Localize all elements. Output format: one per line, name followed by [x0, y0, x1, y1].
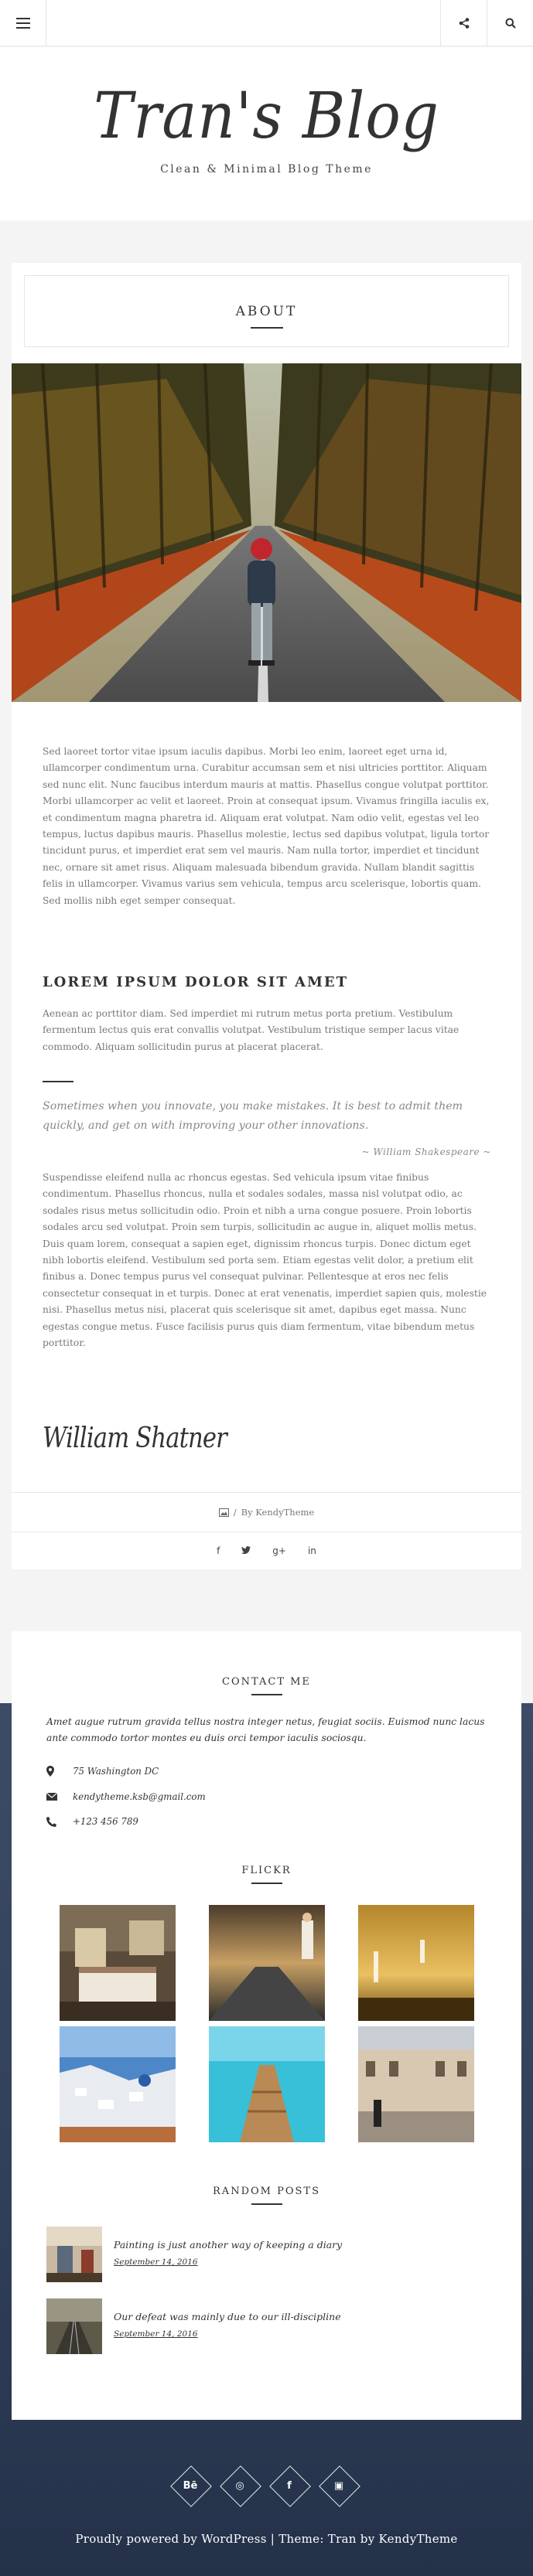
hamburger-menu-icon — [16, 18, 30, 29]
map-marker-icon — [46, 1766, 62, 1777]
meta-separator: / — [233, 1507, 237, 1518]
flickr-photo[interactable] — [209, 2026, 325, 2142]
flickr-photo[interactable] — [60, 1905, 176, 2021]
random-post-date[interactable]: September 14, 2016 — [114, 2329, 198, 2339]
envelope-icon — [46, 1791, 62, 1802]
random-post-item[interactable] — [46, 2227, 495, 2282]
share-button[interactable] — [440, 0, 487, 46]
phone-icon — [46, 1816, 62, 1827]
hero-image — [12, 363, 521, 702]
footer-social-links — [0, 2462, 533, 2509]
footer-credits[interactable]: Proudly powered by WordPress | Theme: Tran by KendyTheme — [75, 2532, 458, 2546]
post-meta — [12, 1492, 521, 1532]
quote-author: ~ William Shakespeare ~ — [361, 1147, 491, 1157]
about-paragraph-2: Aenean ac porttitor diam. Sed imperdiet mi rutrum metus porta pretium. Vestibulum fermentum lectus quis erat convallis volutpat. Vestibulum tristique semper lacus vitae commodo. Aliquam sollicitudin purus at placerat placerat. — [43, 1008, 460, 1052]
random-posts-widget-title: RANDOM POSTS — [213, 2186, 320, 2197]
facebook-share-icon[interactable]: f — [217, 1545, 220, 1556]
menu-button[interactable] — [0, 0, 46, 46]
site-title[interactable]: Tran's Blog — [94, 80, 439, 153]
about-paragraph-3: Suspendisse eleifend nulla ac rhoncus egestas. Sed vehicula ipsum vitae finibus condimentum. Phasellus rhoncus, nulla et sodales sodales, massa nisl volutpat odio, ac sodales risus metus sollicitudin odio. Proin et nibh a urna congue posuere. Proin lobortis sodales arcu sed volutpat. Proin sem turpis, sollicitudin ac augue in, aliquet mollis metus. Duis quam lorem, consequat a sapien eget, dignissim rhoncus turpis. Donec dictum eget nibh lobortis eleifend. Vestibulum sed porta sem. Etiam egestas velit dolor, a pretium elit finibus a. Donec tempus purus vel consequat pulvinar. Pellentesque at eros nec felis consectetur consequat in et turpis. Donec at erat venenatis, imperdiet sapien quis, molestie nisi. Phasellus metus nisi, placerat quis scelerisque sit amet, dapibus eget massa. Nunc egestas congue metus. Fusce facilisis purus quis diam fermentum, vitae bibendum metus porttitor. — [43, 1172, 487, 1349]
linkedin-share-icon[interactable]: in — [307, 1545, 316, 1556]
contact-widget-title: CONTACT ME — [222, 1676, 311, 1688]
contact-phone — [46, 1816, 138, 1827]
flickr-icon[interactable]: ▣ — [316, 2462, 362, 2509]
title-underline — [251, 327, 283, 329]
random-post-title[interactable]: Our defeat was mainly due to our ill-discipline — [114, 2311, 341, 2322]
flickr-photo[interactable] — [60, 2026, 176, 2142]
contact-address — [46, 1766, 159, 1777]
image-format-icon — [219, 1508, 229, 1517]
random-post-title[interactable]: Painting is just another way of keeping a diary — [114, 2239, 343, 2251]
twitter-share-icon[interactable] — [241, 1545, 251, 1556]
blockquote: Sometimes when you innovate, you make mistakes. It is best to admit them quickly, and get on with improving your other innovations. — [43, 1100, 463, 1132]
quote-rule — [43, 1081, 73, 1082]
contact-text: Amet augue rutrum gravida tellus nostra integer netus, feugiat sociis. Euismod nunc lacus ante commodo tortor montes eu duis orci tempor iaculis sociosqu. — [46, 1716, 485, 1743]
about-paragraph-1: Sed laoreet tortor vitae ipsum iaculis dapibus. Morbi leo enim, laoreet eget urna id, ullamcorper condimentum urna. Curabitur accumsan sem et nisi ultricies porttitor. Aliquam sed nunc elit. Nunc faucibus interdum mauris at mattis. Phasellus congue volutpat porttitor. Morbi ullamcorper ac velit et laoreet. Proin at consequat ipsum. Vivamus fringilla iaculis ex, et condimentum magna pharetra id. Aliquam erat volutpat. Nam odio velit, egestas vel leo tempus, luctus dapibus mauris. Phasellus molestie, lectus sed dapibus volutpat, ligula tortor tincidunt purus, et imperdiet erat sem vel mauris. Nam nulla tortor, imperdiet et tincidunt nec, ornare sit amet risus. Aliquam malesuada bibendum gravida. Nullam blandit sagittis felis in ullamcorper. Vivamus varius sem vehicula, tempus arcu scelerisque, lobortis quam. Sed mollis nibh eget semper consequat. — [43, 746, 490, 906]
phone-text: +123 456 789 — [73, 1816, 138, 1827]
search-button[interactable] — [487, 0, 533, 46]
email-text[interactable]: kendytheme.ksb@gmail.com — [73, 1791, 206, 1802]
page-title-box — [24, 275, 509, 347]
top-bar — [0, 0, 533, 46]
random-post-thumbnail[interactable] — [46, 2298, 102, 2354]
post-author-link[interactable]: By KendyTheme — [241, 1507, 315, 1518]
facebook-icon[interactable]: f — [266, 2462, 313, 2509]
site-tagline: Clean & Minimal Blog Theme — [160, 163, 373, 175]
flickr-title-underline — [251, 1883, 282, 1884]
about-page-card — [12, 263, 521, 1569]
signature: William Shatner — [43, 1423, 227, 1454]
contact-title-underline — [251, 1694, 282, 1695]
search-icon — [505, 18, 516, 29]
site-header — [0, 47, 533, 220]
google-plus-share-icon[interactable]: g+ — [272, 1545, 286, 1556]
random-post-item[interactable] — [46, 2298, 495, 2354]
random-posts-title-underline — [251, 2203, 282, 2205]
address-text: 75 Washington DC — [73, 1766, 159, 1777]
flickr-photo[interactable] — [209, 1905, 325, 2021]
random-post-thumbnail[interactable] — [46, 2227, 102, 2282]
share-links — [12, 1532, 521, 1569]
share-icon — [459, 18, 470, 29]
contact-email — [46, 1791, 206, 1802]
flickr-widget-title: FLICKR — [241, 1865, 292, 1876]
page-title: ABOUT — [235, 304, 298, 319]
content-heading: LOREM IPSUM DOLOR SIT AMET — [43, 974, 348, 990]
flickr-photo[interactable] — [358, 2026, 474, 2142]
random-post-date[interactable]: September 14, 2016 — [114, 2257, 198, 2267]
sidebar-widgets — [12, 1631, 521, 2420]
flickr-photo[interactable] — [358, 1905, 474, 2021]
behance-icon[interactable]: Bē — [167, 2462, 214, 2509]
dribbble-icon[interactable]: ◎ — [217, 2462, 263, 2509]
